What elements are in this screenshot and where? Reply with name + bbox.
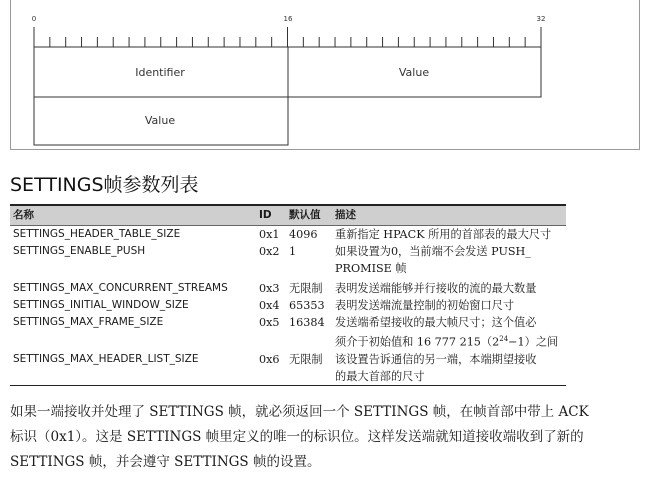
row-name: SETTINGS_HEADER_TABLE_SIZE — [13, 228, 181, 240]
row-name: SETTINGS_ENABLE_PUSH — [13, 245, 146, 257]
row-id: 0x4 — [259, 299, 280, 312]
row-desc-line: 重新指定 HPACK 所用的首部表的最大尺寸 — [335, 228, 552, 241]
row-desc — [332, 243, 566, 277]
row-id: 0x3 — [259, 282, 280, 295]
row-id: 0x1 — [259, 228, 280, 241]
table-row — [10, 314, 566, 351]
row-default: 无限制 — [289, 282, 323, 295]
table-row — [10, 226, 566, 244]
identifier-label: Identifier — [135, 66, 185, 79]
header-id: ID — [256, 205, 286, 226]
row-desc-line: 发送端希望接收的最大帧尺寸；这个值必 — [335, 316, 537, 329]
settings-frame-diagram — [0, 0, 650, 150]
row-desc — [332, 277, 566, 297]
row-id: 0x5 — [259, 316, 280, 329]
settings-parameters-table — [10, 204, 566, 386]
row-name: SETTINGS_MAX_CONCURRENT_STREAMS — [13, 282, 228, 294]
table-header-row — [10, 205, 566, 226]
header-name: 名称 — [10, 205, 256, 226]
row-default: 65353 — [289, 299, 325, 312]
table-row — [10, 351, 566, 386]
row-desc — [332, 351, 566, 386]
value-label-top: Value — [398, 66, 430, 79]
row-name: SETTINGS_MAX_HEADER_LIST_SIZE — [10, 351, 256, 386]
row-desc-line: 如果设置为0，当前端不会发送 PUSH_ — [335, 245, 531, 258]
header-desc: 描述 — [332, 205, 566, 226]
bit-label-0: 0 — [31, 15, 37, 23]
section-title: SETTINGS帧参数列表 — [10, 174, 199, 196]
table-row — [10, 243, 566, 277]
bit-ruler — [34, 27, 541, 47]
row-default: 无限制 — [286, 351, 332, 386]
row-desc-line: 该设置告诉通信的另一端，本端期望接收 — [335, 352, 537, 366]
bit-label-16: 16 — [283, 15, 293, 23]
table-row — [10, 277, 566, 297]
row-desc — [332, 226, 566, 244]
value-label-bottom: Value — [144, 114, 176, 127]
row-desc — [332, 297, 566, 314]
header-default: 默认值 — [286, 205, 332, 226]
row-default: 16384 — [289, 316, 325, 329]
row-desc-line-prefix: 须介于初始值和 16 777 215（2 — [335, 335, 500, 349]
row-desc-line: 表明发送端能够并行接收的流的最大数量 — [335, 282, 537, 295]
row-name: SETTINGS_INITIAL_WINDOW_SIZE — [13, 299, 189, 311]
row-desc-line: 的最大首部的尺寸 — [335, 369, 425, 383]
row-id: 0x6 — [256, 351, 286, 386]
row-desc-line-suffix: −1）之间 — [508, 335, 559, 349]
row-desc-superscript: 24 — [499, 335, 509, 343]
bit-label-32: 32 — [536, 15, 546, 23]
row-default: 4096 — [289, 228, 318, 241]
row-desc — [332, 314, 566, 351]
row-id: 0x2 — [259, 245, 280, 258]
row-desc-line: 表明发送端流量控制的初始窗口尺寸 — [335, 299, 515, 312]
body-paragraph: 如果一端接收并处理了 SETTINGS 帧，就必须返回一个 SETTINGS 帧，在帧首部中带上 ACK 标识（0x1）。这是 SETTINGS 帧里定义的唯一的标识位。这样发送端就知道接收端收到了新的 SETTINGS 帧，并会遵守 SETTINGS 帧的设置。 — [10, 404, 589, 470]
row-desc-line: PROMISE 帧 — [335, 262, 407, 275]
row-name: SETTINGS_MAX_FRAME_SIZE — [13, 316, 164, 328]
row-default: 1 — [289, 245, 297, 258]
table-row — [10, 297, 566, 314]
